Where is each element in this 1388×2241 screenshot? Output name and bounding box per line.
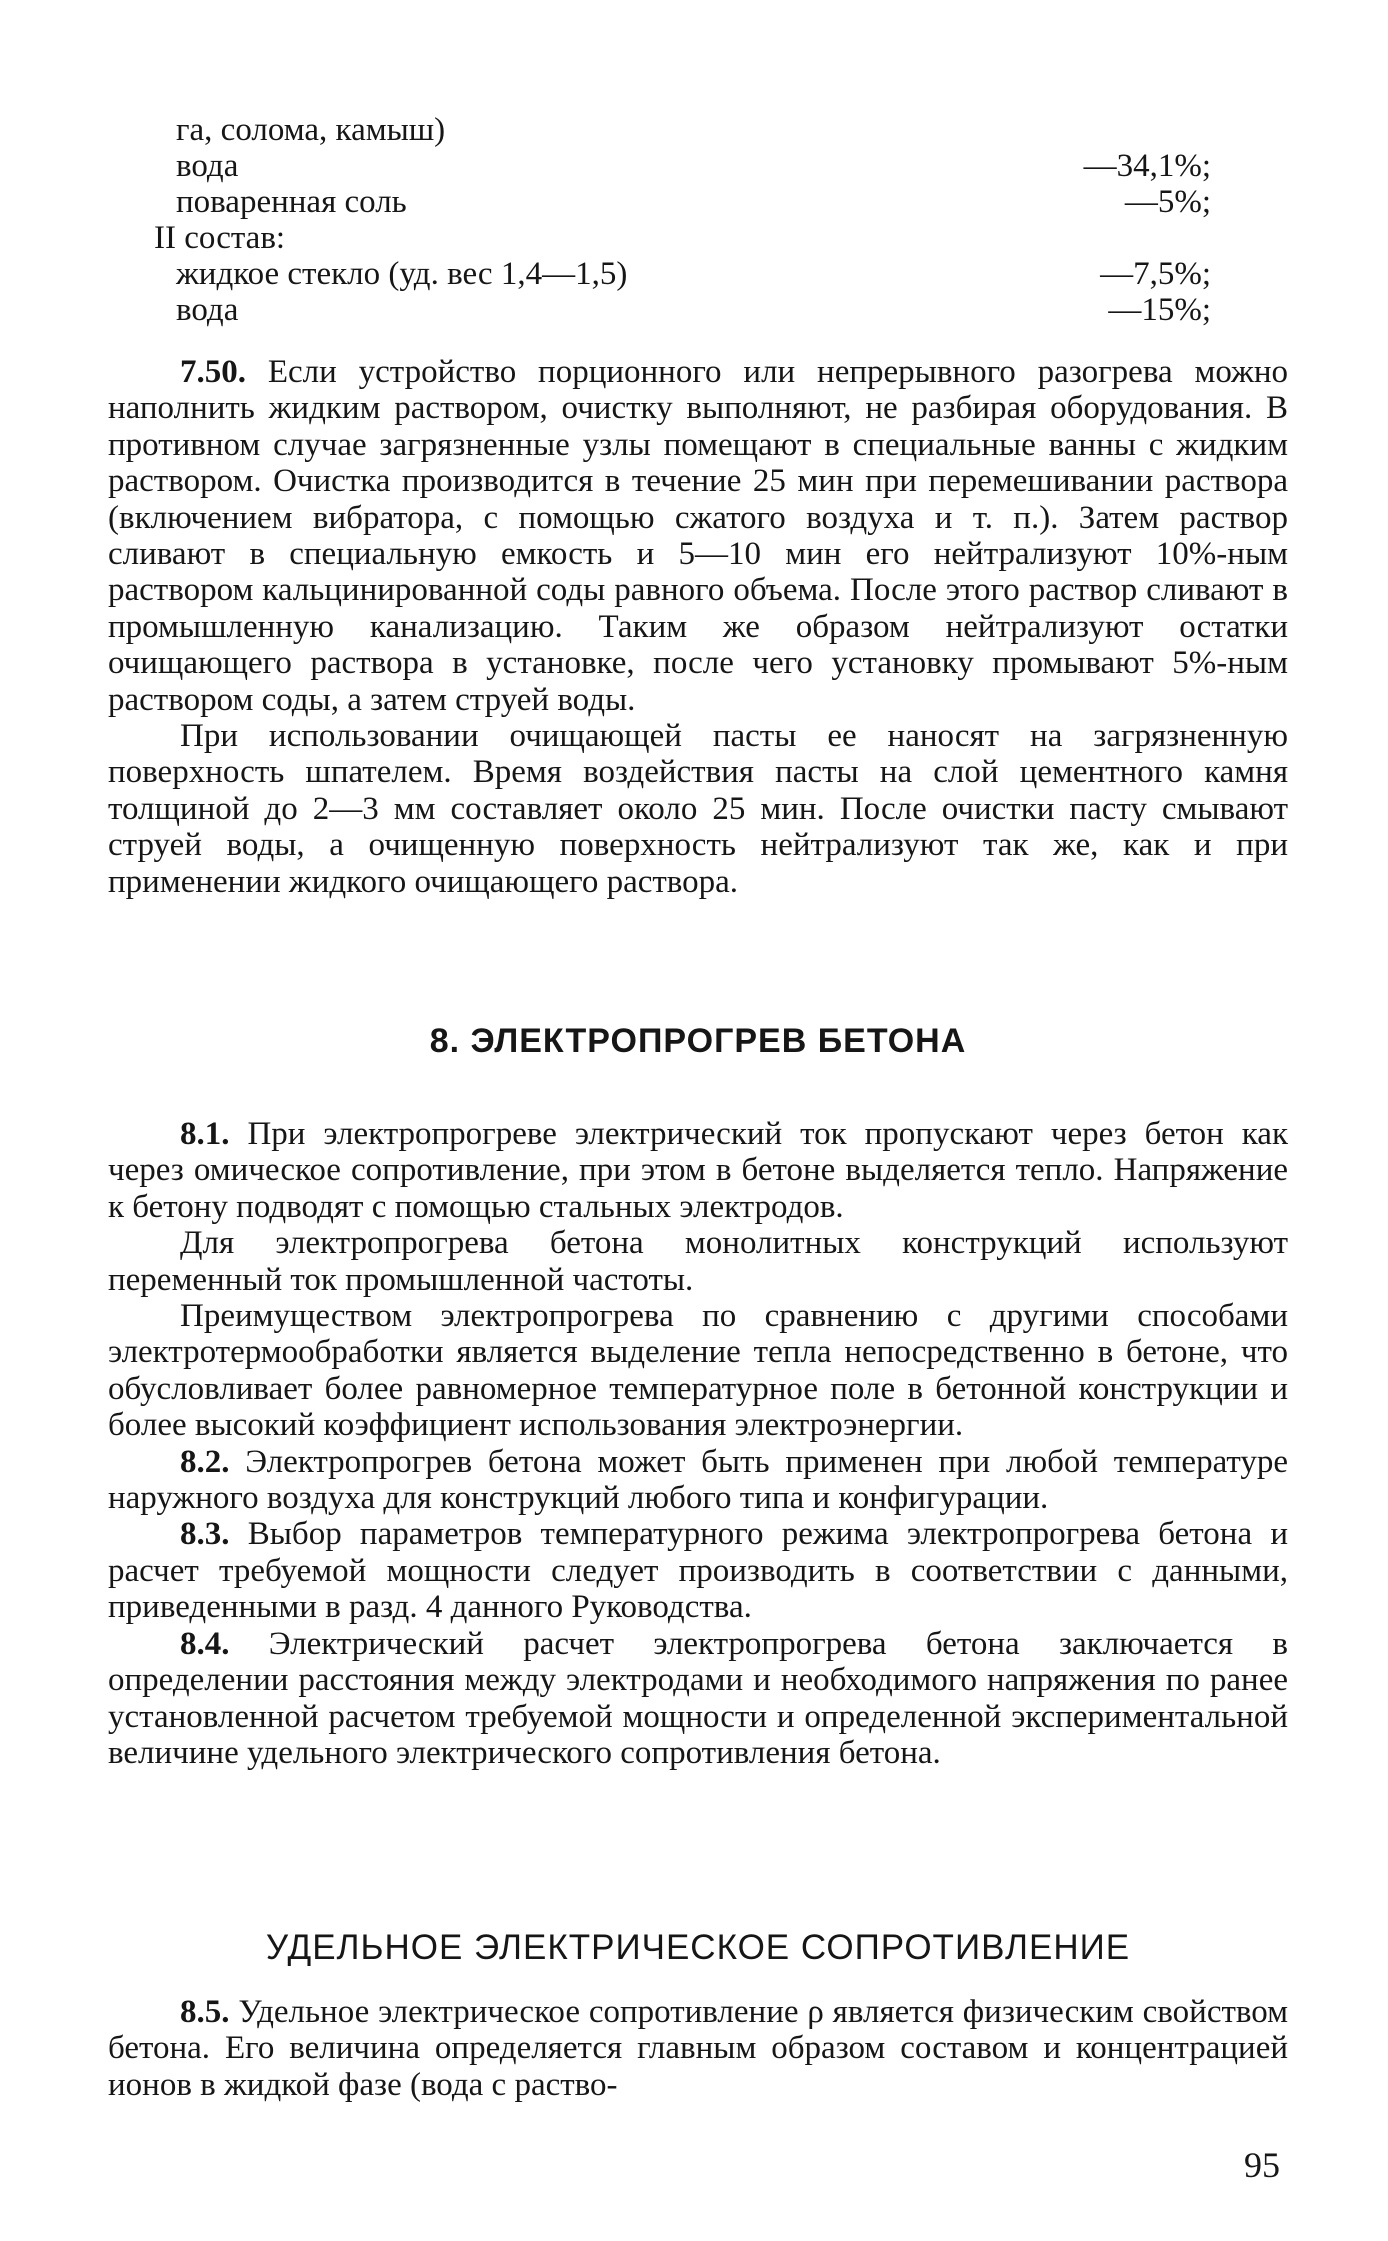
composition-row <box>154 220 1211 256</box>
paragraph-text: Выбор параметров температурного режима электропрогрева бетона и расчет требуемой мощности следует производить в соответствии с данными, приведенными в разд. 4 данного Руководства. <box>108 1516 1288 1626</box>
composition-row <box>176 184 1211 220</box>
composition-label: поваренная соль <box>176 184 407 220</box>
paragraph <box>108 1516 1288 1625</box>
paragraph-text: При использовании очищающей пасты ее наносят на загрязненную поверхность шпателем. Время воздействия пасты на слой цементного камня толщиной до 2—3 мм составляет около 25 мин. После очистки пасту смывают струей воды, а очищенную поверхность нейтрализуют так же, как и при применении жидкого очищающего раствора. <box>108 718 1288 900</box>
subsection-heading: УДЕЛЬНОЕ ЭЛЕКТРИЧЕСКОЕ СОПРОТИВЛЕНИЕ <box>265 1928 1131 1967</box>
paragraph <box>108 1116 1288 1225</box>
clause-number: 7.50. <box>180 354 246 390</box>
composition-label: жидкое стекло (уд. вес 1,4—1,5) <box>176 256 628 292</box>
paragraph <box>108 1225 1288 1298</box>
paragraph-text: Преимуществом электропрогрева по сравнению с другими способами электротермообработки является выделение тепла непосредственно в бетоне, что обусловливает более равномерное температурное поле в бетонной конструкции и более высокий коэффициент использования электроэнергии. <box>108 1298 1288 1444</box>
section-heading: 8. ЭЛЕКТРОПРОГРЕВ БЕТОНА <box>429 1022 967 1060</box>
composition-row <box>176 148 1211 184</box>
composition-value: —34,1%; <box>1083 148 1211 184</box>
paragraph <box>108 1444 1288 1517</box>
paragraph-text: Если устройство порционного или непрерывного разогрева можно наполнить жидким раствором, очистку выполняют, не разбирая оборудования. В противном случае загрязненные узлы помещают в специальные ванны с жидким раствором. Очистка производится в течение 25 мин при перемешивании раствора (включением вибратора, с помощью сжатого воздуха и т. п.). Затем раствор сливают в специальную емкость и 5—10 мин его нейтрализуют 10%-ным раствором кальцинированной соды равного объема. После этого раствор сливают в промышленную канализацию. Таким же образом нейтрализуют остатки очищающего раствора в установке, после чего установку промывают 5%-ным раствором соды, а затем струей воды. <box>108 354 1288 718</box>
page-number: 95 <box>1244 2145 1280 2185</box>
composition-row <box>176 292 1211 328</box>
paragraph-text: При электропрогреве электрический ток пропускают через бетон как через омическое сопротивление, при этом в бетоне выделяется тепло. Напряжение к бетону подводят с помощью стальных электродов. <box>108 1116 1288 1225</box>
composition-label: вода <box>176 292 239 328</box>
composition-row <box>176 256 1211 292</box>
subsection-text <box>108 1994 1288 2103</box>
clause-number: 8.1. <box>180 1116 230 1152</box>
clause-number: 8.3. <box>180 1516 230 1553</box>
paragraph <box>108 354 1288 718</box>
paragraph <box>108 1994 1288 2103</box>
clause-number: 8.4. <box>180 1625 230 1662</box>
composition-list <box>154 112 1211 328</box>
paragraph <box>108 1626 1288 1772</box>
composition-label: вода <box>176 148 239 184</box>
clause-number: 8.2. <box>180 1443 230 1480</box>
section-7-text <box>108 354 1288 900</box>
composition-label: II состав: <box>154 220 286 256</box>
paragraph-text: Электрический расчет электропрогрева бетона заключается в определении расстояния между электродами и необходимого напряжения по ранее установленной расчетом требуемой мощности и определенной экспериментальной величине удельного электрического сопротивления бетона. <box>108 1625 1288 1771</box>
composition-row <box>176 112 1211 148</box>
paragraph-text: Удельное электрическое сопротивление ρ является физическим свойством бетона. Его величина определяется главным образом составом и концентрацией ионов в жидкой фазе (вода с раство- <box>108 1994 1288 2103</box>
composition-label: га, солома, камыш) <box>176 112 446 148</box>
paragraph-text: Электропрогрев бетона может быть применен при любой температуре наружного воздуха для конструкций любого типа и конфигурации. <box>108 1443 1288 1517</box>
composition-value: —7,5%; <box>1100 256 1211 292</box>
composition-value: —5%; <box>1124 184 1211 220</box>
paragraph-text: Для электропрогрева бетона монолитных конструкций используют переменный ток промышленной частоты. <box>108 1225 1288 1298</box>
clause-number: 8.5. <box>180 1994 230 2030</box>
paragraph <box>108 718 1288 900</box>
composition-value: —15%; <box>1108 292 1211 328</box>
section-8-text <box>108 1116 1288 1771</box>
paragraph <box>108 1298 1288 1444</box>
